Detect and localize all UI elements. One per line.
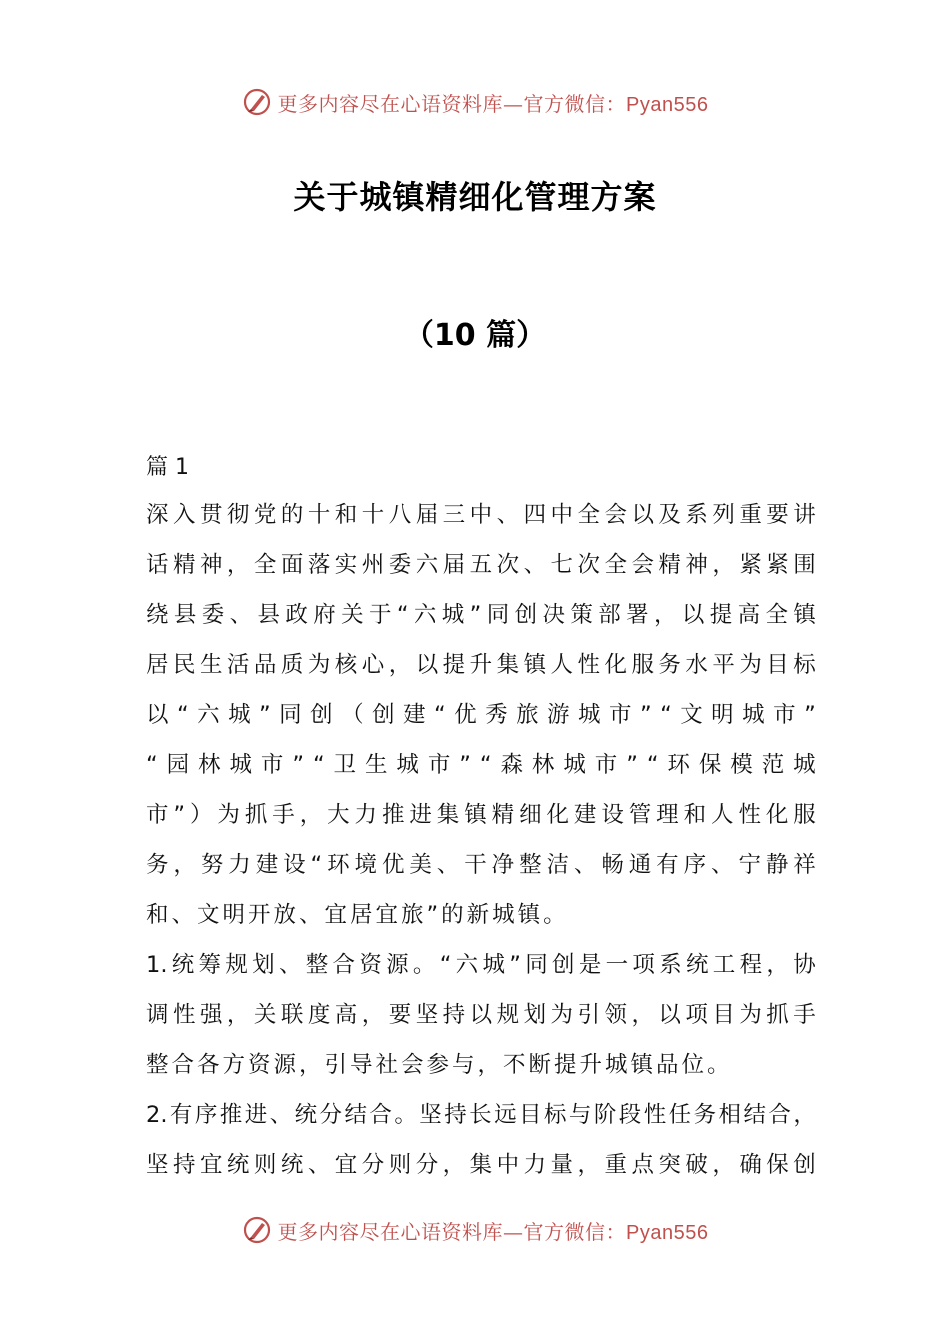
footer-watermark <box>0 1210 950 1250</box>
text-line: 调 性 强 ， 关 联 度 高 ， 要 坚 持 以 规 划 为 引 领 ， 以 项 目 为 抓 手 <box>146 1002 816 1028</box>
text-line: 整合各方资源，引导社会参与，不断提升城镇品位。 <box>146 1052 733 1078</box>
text-line: 1. 统 筹 规 划 、 整 合 资 源 。 “ 六 城 ” 同 创 是 一 项 系 统 工 程 ， 协 <box>146 952 816 978</box>
text-line: 绕 县 委 、 县 政 府 关 于 “ 六 城 ” 同 创 决 策 部 署 ， 以 提 高 全 镇 <box>146 602 816 628</box>
text-line: 坚 持 宜 统 则 统 、 宜 分 则 分 ， 集 中 力 量 ， 重 点 突 破 ， 确 保 创 <box>146 1152 816 1178</box>
text-line: “ 园 林 城 市 ” “ 卫 生 城 市 ” “ 森 林 城 市 ” “ 环 保 模 范 城 <box>146 752 816 778</box>
text-line: 和、文明开放、宜居宜旅”的新城镇。 <box>146 902 569 928</box>
section-heading: 篇 1 <box>146 455 189 480</box>
document-subtitle: （10 篇） <box>403 318 547 353</box>
document-body <box>146 446 816 1190</box>
text-line: 市 ” ） 为 抓 手 ， 大 力 推 进 集 镇 精 细 化 建 设 管 理 和 人 性 化 服 <box>146 802 816 828</box>
text-line: 话 精 神 ， 全 面 落 实 州 委 六 届 五 次 、 七 次 全 会 精 神 ， 紧 紧 围 <box>146 552 816 578</box>
text-line: 居 民 生 活 品 质 为 核 心 ， 以 提 升 集 镇 人 性 化 服 务 水 平 为 目 标 <box>146 652 816 678</box>
pen-logo-icon <box>242 87 272 117</box>
text-line: 以 “ 六 城 ” 同 创 （ 创 建 “ 优 秀 旅 游 城 市 ” “ 文 明 城 市 ” <box>146 702 816 728</box>
text-line: 2. 有 序 推 进 、 统 分 结 合 。 坚 持 长 远 目 标 与 阶 段 性 任 务 相 结 合 ， <box>146 1102 816 1128</box>
paragraph-lines <box>146 490 816 1190</box>
document-title: 关于城镇精细化管理方案 <box>293 178 657 216</box>
watermark-text: 更多内容尽在心语资料库—官方微信：Pyan556 <box>277 91 709 116</box>
header-watermark <box>0 82 950 122</box>
watermark-text: 更多内容尽在心语资料库—官方微信：Pyan556 <box>277 1219 709 1244</box>
text-line: 务 ， 努 力 建 设 “ 环 境 优 美 、 干 净 整 洁 、 畅 通 有 序 、 宁 静 祥 <box>146 852 816 878</box>
text-line: 深 入 贯 彻 党 的 十 和 十 八 届 三 中 、 四 中 全 会 以 及 系 列 重 要 讲 <box>146 502 816 528</box>
pen-logo-icon <box>242 1215 272 1245</box>
